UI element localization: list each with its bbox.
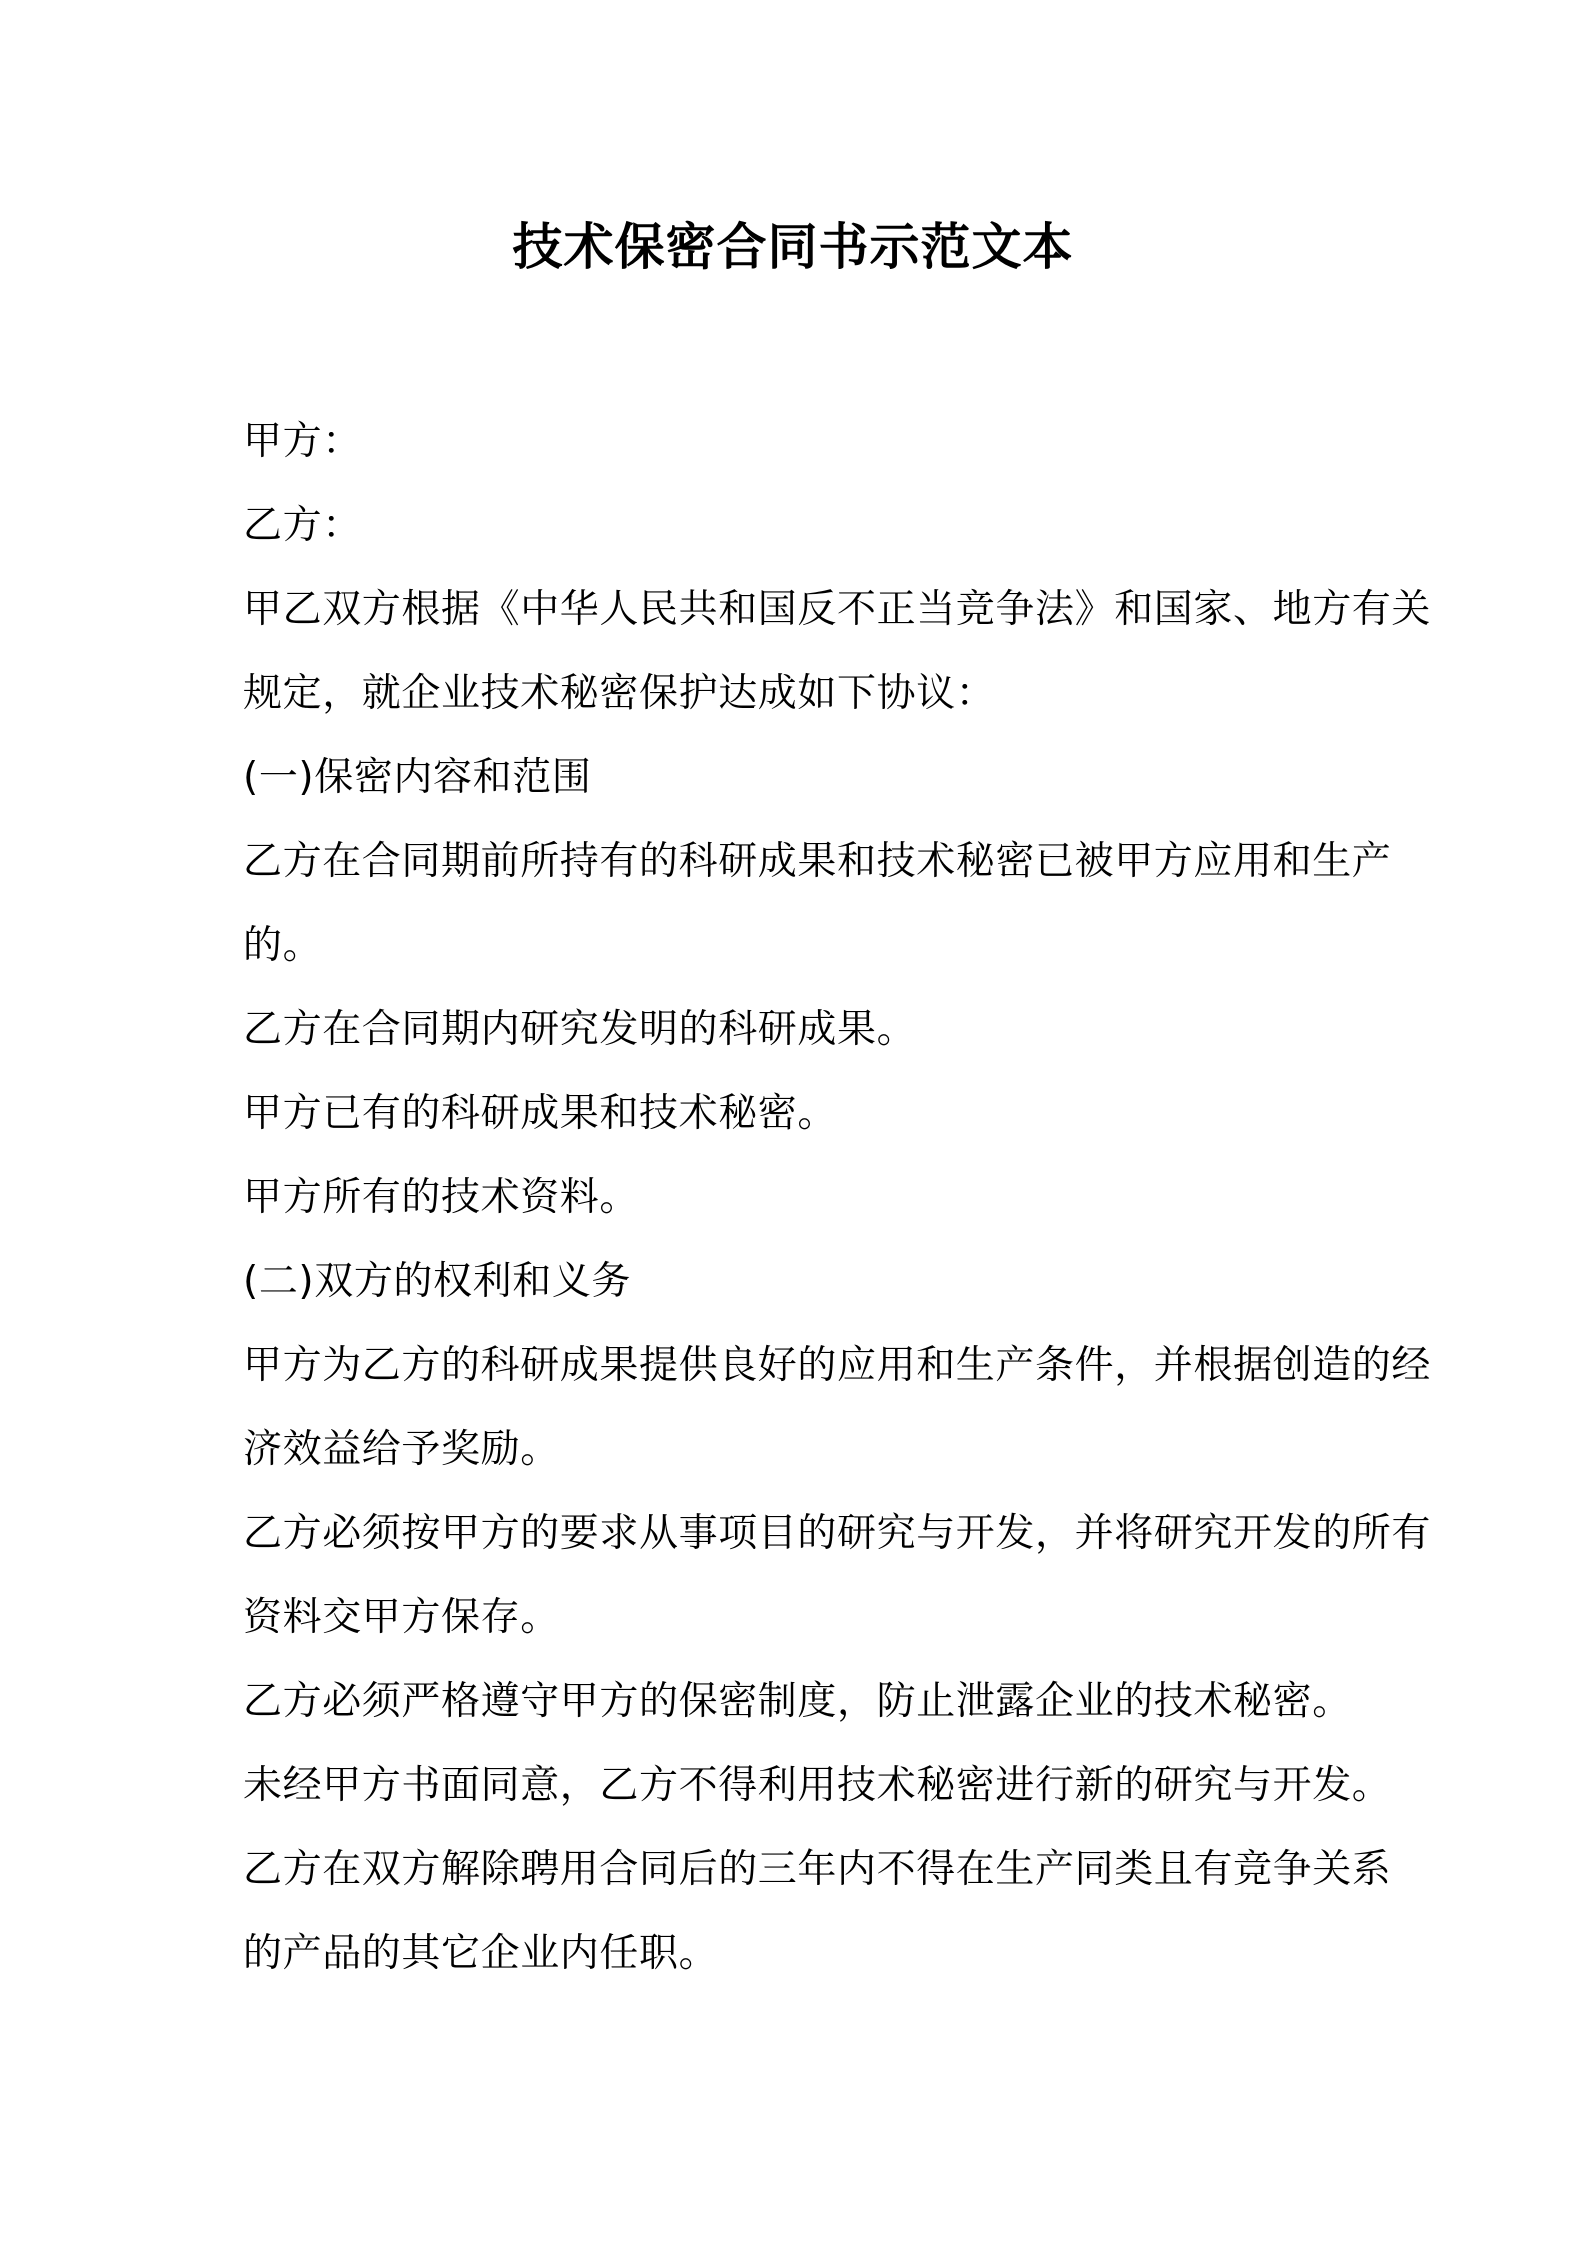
party-b-line: 乙方： [243, 503, 362, 548]
clause-line: 乙方必须严格遵守甲方的保密制度，防止泄露企业的技术秘密。 [243, 1679, 1352, 1724]
section-heading: (二)双方的权利和义务 [243, 1259, 632, 1304]
clause-line: 乙方在合同期前所持有的科研成果和技术秘密已被甲方应用和生产 [243, 839, 1392, 884]
clause-line: 资料交甲方保存。 [243, 1595, 560, 1640]
clause-line: 甲方所有的技术资料。 [243, 1175, 640, 1220]
party-a-line: 甲方： [243, 419, 362, 464]
section-heading: (一)保密内容和范围 [243, 755, 592, 800]
clause-line: 的。 [243, 923, 323, 968]
clause-line: 的产品的其它企业内任职。 [243, 1931, 719, 1976]
clause-line: 乙方必须按甲方的要求从事项目的研究与开发，并将研究开发的所有 [243, 1511, 1432, 1556]
clause-line: 未经甲方书面同意，乙方不得利用技术秘密进行新的研究与开发。 [243, 1763, 1392, 1808]
document-title: 技术保密合同书示范文本 [512, 218, 1074, 276]
intro-paragraph-line: 甲乙双方根据《中华人民共和国反不正当竞争法》和国家、地方有关 [243, 587, 1432, 632]
clause-line: 乙方在合同期内研究发明的科研成果。 [243, 1007, 917, 1052]
clause-line: 济效益给予奖励。 [243, 1427, 560, 1472]
clause-line: 甲方已有的科研成果和技术秘密。 [243, 1091, 838, 1136]
clause-line: 乙方在双方解除聘用合同后的三年内不得在生产同类且有竞争关系 [243, 1847, 1392, 1892]
intro-paragraph-line: 规定，就企业技术秘密保护达成如下协议： [243, 671, 996, 716]
clause-line: 甲方为乙方的科研成果提供良好的应用和生产条件，并根据创造的经 [243, 1343, 1432, 1388]
document-body [243, 400, 1432, 1996]
